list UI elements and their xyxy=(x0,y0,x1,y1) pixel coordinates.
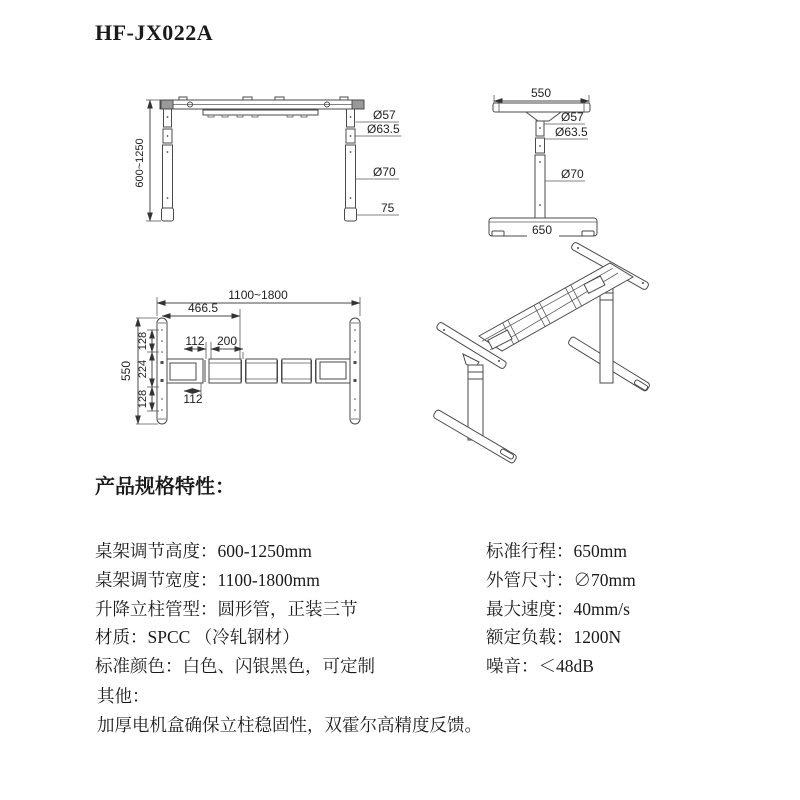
front-view-drawing xyxy=(134,97,401,221)
spec-line-stroke: 标准行程：650mm xyxy=(486,541,627,561)
spec-line-speed: 最大速度：40mm/s xyxy=(486,598,630,619)
other-label: 其他： xyxy=(97,686,150,706)
specs-left-column xyxy=(95,537,375,681)
spec-line-width: 桌架调节宽度：1100-1800mm xyxy=(95,569,320,590)
dim-label-128-top: 128 xyxy=(137,331,149,351)
dim-label-224: 224 xyxy=(137,359,149,379)
dim-label-112-top: 112 xyxy=(185,334,205,348)
dim-label-width-range: 1100~1800 xyxy=(228,288,288,302)
front-left-leg xyxy=(162,109,174,221)
front-right-leg xyxy=(345,109,357,221)
dim-label-dia70-side: Ø70 xyxy=(561,167,584,181)
spec-line-color: 标准颜色：白色、闪银黑色，可定制 xyxy=(95,656,375,677)
top-center-beam xyxy=(167,359,350,383)
dim-label-depth: 550 xyxy=(119,360,133,382)
top-right-foot xyxy=(350,318,360,424)
side-view-drawing xyxy=(489,86,597,237)
spec-line-noise: 噪音：＜48dB xyxy=(486,656,594,677)
spec-line-load: 额定负载：1200N xyxy=(486,627,622,648)
dim-label-dia63-front: Ø63.5 xyxy=(367,122,400,136)
dim-label-top-width: 550 xyxy=(530,86,552,100)
top-left-foot xyxy=(157,318,167,424)
specs-heading: 产品规格特性： xyxy=(95,476,235,498)
other-description: 加厚电机盒确保立柱稳固性，双霍尔高精度反馈。 xyxy=(97,715,482,735)
dim-label-112-bottom: 112 xyxy=(183,392,203,406)
model-number: HF-JX022A xyxy=(95,20,214,45)
dim-label-base-depth: 650 xyxy=(531,223,553,237)
spec-line-tube-size: 外管尺寸：∅70mm xyxy=(486,569,636,590)
dim-label-height-range: 600~1250 xyxy=(134,138,146,188)
perspective-view-drawing xyxy=(433,242,651,464)
dim-label-128-bottom: 128 xyxy=(137,389,149,409)
dim-label-beam-offset: 466.5 xyxy=(187,301,219,315)
dim-label-foot-height: 75 xyxy=(381,201,395,215)
dim-label-dia57-side: Ø57 xyxy=(561,110,584,124)
dim-label-dia57-front: Ø57 xyxy=(373,108,396,122)
dim-label-200: 200 xyxy=(216,334,238,348)
dim-label-dia63-side: Ø63.5 xyxy=(555,125,588,139)
spec-line-column-type: 升降立柱管型：圆形管，正装三节 xyxy=(95,598,358,619)
dim-label-dia70-front: Ø70 xyxy=(373,165,396,179)
top-view-drawing xyxy=(119,288,360,424)
spec-line-material: 材质：SPCC （冷轧钢材） xyxy=(95,627,300,648)
specs-right-column xyxy=(486,537,636,681)
spec-line-height: 桌架调节高度：600-1250mm xyxy=(95,541,312,561)
